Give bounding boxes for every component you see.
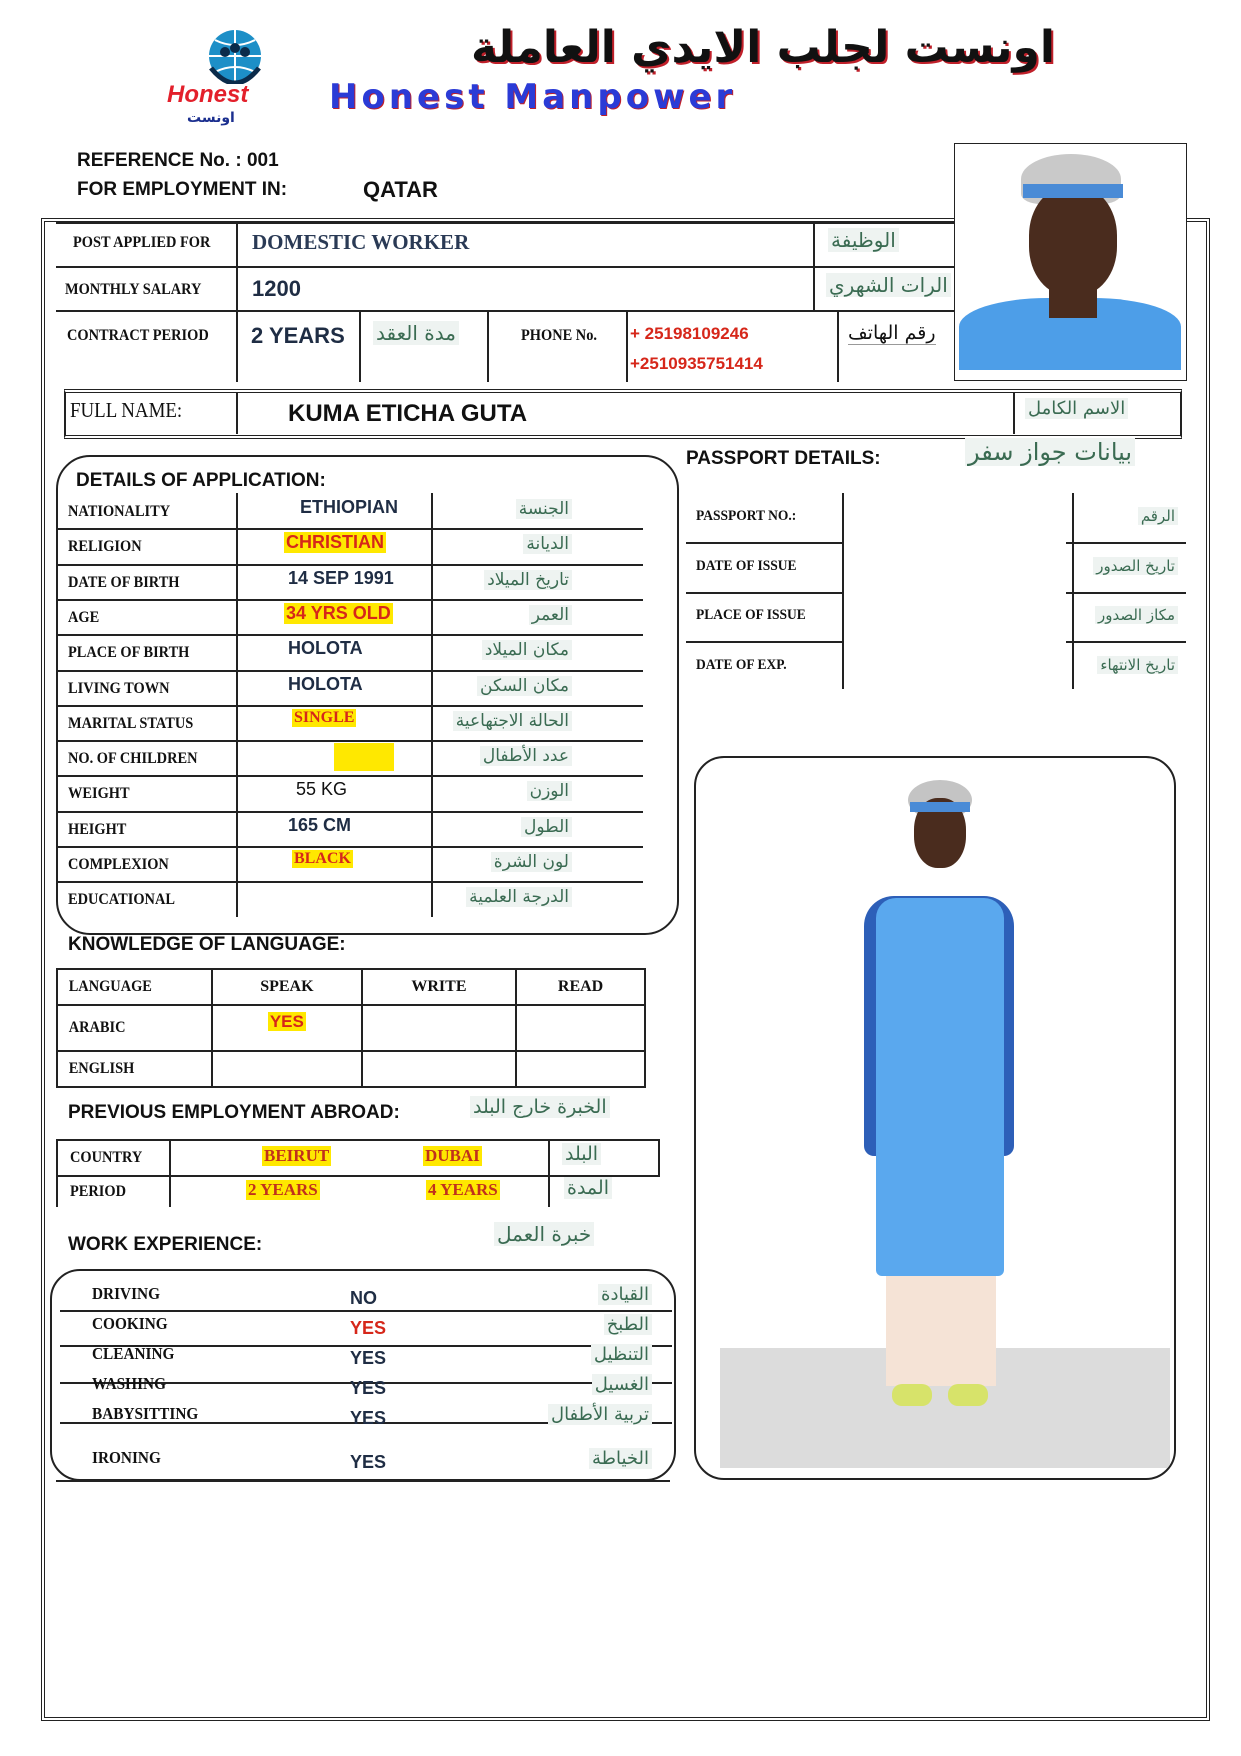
details-label: RELIGION: [68, 538, 142, 556]
passport-arabic: الرقم: [1138, 507, 1178, 525]
details-value: HOLOTA: [288, 673, 363, 694]
phone-number-1: + 25198109246: [630, 324, 749, 343]
divider: [686, 592, 844, 594]
work-value: YES: [350, 1318, 387, 1338]
divider: [57, 528, 643, 530]
details-arabic: الحالة الاجتهاعية: [453, 711, 572, 731]
details-value: HOLOTA: [288, 638, 363, 659]
details-label: COMPLEXION: [68, 856, 169, 873]
logo-text: Honest: [167, 81, 249, 108]
company-title: Honest Manpower: [329, 77, 737, 117]
work-label: IRONING: [92, 1448, 161, 1467]
reference-number: REFERENCE No. : 001: [77, 150, 279, 171]
passport-heading: PASSPORT DETAILS:: [686, 448, 881, 469]
country-2: DUBAI: [425, 1146, 480, 1165]
divider: [56, 1175, 58, 1207]
details-label: EDUCATIONAL: [68, 891, 175, 909]
work-value: YES: [350, 1408, 387, 1428]
work-value: YES: [350, 1378, 387, 1398]
work-arabic: الخياطة: [589, 1448, 652, 1469]
work-arabic: التنظيل: [591, 1344, 652, 1365]
read-value: [516, 1005, 645, 1052]
write-value: [362, 1005, 516, 1052]
details-value: CHRISTIAN: [286, 532, 384, 553]
col-language: LANGUAGE: [57, 969, 197, 1005]
work-label: COOKING: [92, 1314, 168, 1333]
divider: [813, 222, 815, 310]
divider: [56, 310, 956, 312]
previous-employment-arabic: الخبرة خارج البلد: [470, 1096, 610, 1118]
details-arabic: الدرجة العلمية: [466, 887, 572, 907]
language-heading: KNOWLEDGE OF LANGUAGE:: [68, 934, 346, 955]
work-arabic: القيادة: [598, 1284, 652, 1305]
divider: [56, 1480, 670, 1482]
language-name: ARABIC: [57, 1005, 197, 1052]
empty-highlight-cell: [334, 743, 394, 771]
portrait-photo: [954, 143, 1187, 381]
work-value: NO: [350, 1288, 377, 1308]
write-value: [362, 1051, 516, 1087]
col-speak: SPEAK: [212, 969, 362, 1005]
divider: [359, 310, 361, 382]
divider: [1013, 392, 1015, 434]
details-label: NO. OF CHILDREN: [68, 750, 198, 768]
logo-text-arabic: اونست: [187, 110, 235, 126]
passport-arabic: تاريخ الانتهاء: [1097, 656, 1178, 674]
company-title-arabic: اونست لجلب الايدي العاملة: [471, 22, 1055, 73]
details-label: NATIONALITY: [68, 503, 171, 520]
post-applied-arabic: الوظيفة: [828, 228, 899, 252]
work-label: BABYSITTING: [92, 1404, 199, 1423]
details-value: SINGLE: [294, 708, 355, 726]
divider: [57, 705, 643, 707]
details-arabic: الديانة: [523, 534, 572, 554]
read-value: [516, 1051, 645, 1087]
passport-label: PLACE OF ISSUE: [696, 607, 806, 623]
period-label: PERIOD: [70, 1183, 127, 1200]
details-arabic: الطول: [521, 817, 572, 837]
details-arabic: الوزن: [527, 781, 572, 801]
details-arabic: عدد الأطفال: [480, 746, 572, 766]
full-name-arabic: الاسم الكامل: [1025, 398, 1128, 419]
details-value: 14 SEP 1991: [288, 567, 394, 588]
divider: [57, 670, 643, 672]
monthly-salary-label: MONTHLY SALARY: [65, 281, 202, 298]
country-1: BEIRUT: [264, 1146, 330, 1165]
details-heading: DETAILS OF APPLICATION:: [76, 470, 326, 491]
work-label: DRIVING: [92, 1284, 161, 1303]
language-row-arabic: [57, 1005, 645, 1052]
divider: [1066, 641, 1186, 643]
phone-label: PHONE No.: [521, 327, 598, 344]
divider: [60, 1310, 672, 1312]
phone-arabic: رقم الهاتف: [848, 322, 936, 344]
divider: [686, 542, 844, 544]
globe-hands-icon: [167, 28, 297, 84]
details-label: PLACE OF BIRTH: [68, 644, 190, 662]
contract-period-arabic: مدة العقد: [373, 321, 459, 345]
previous-employment-heading: PREVIOUS EMPLOYMENT ABROAD:: [68, 1102, 400, 1123]
divider: [57, 775, 643, 777]
work-arabic: الطبخ: [604, 1314, 652, 1335]
details-arabic: تاريخ الميلاد: [484, 570, 572, 590]
work-label: WASHING: [92, 1374, 166, 1393]
divider: [686, 641, 844, 643]
divider: [57, 881, 643, 883]
employment-country: QATAR: [363, 177, 438, 202]
divider: [56, 222, 956, 224]
divider: [57, 740, 643, 742]
divider: [57, 599, 643, 601]
full-name-label: FULL NAME:: [70, 398, 183, 422]
details-label: AGE: [68, 608, 100, 626]
details-arabic: مكان الميلاد: [482, 640, 572, 660]
employment-label: FOR EMPLOYMENT IN:: [77, 179, 288, 200]
details-value: 55 KG: [296, 779, 348, 800]
details-value: ETHIOPIAN: [300, 497, 399, 517]
company-logo: [167, 28, 297, 128]
details-value: 165 CM: [288, 814, 352, 835]
language-row-english: [57, 1051, 645, 1087]
monthly-salary-value: 1200: [252, 276, 301, 301]
passport-arabic: تاريخ الصدور: [1093, 557, 1178, 575]
divider: [169, 1139, 171, 1207]
divider: [57, 634, 643, 636]
divider: [1066, 542, 1186, 544]
period-arabic: المدة: [564, 1177, 612, 1199]
divider: [57, 811, 643, 813]
details-label: HEIGHT: [68, 820, 127, 838]
passport-heading-arabic: بيانات جواز سفر: [965, 438, 1135, 466]
phone-number-2: +2510935751414: [630, 354, 763, 373]
country-arabic: البلد: [562, 1143, 601, 1165]
work-value: YES: [350, 1452, 387, 1472]
divider: [57, 846, 643, 848]
details-arabic: العمر: [529, 605, 572, 625]
details-label: MARITAL STATUS: [68, 714, 194, 732]
details-label: LIVING TOWN: [68, 679, 170, 697]
details-arabic: الجنسة: [516, 499, 572, 519]
full-name-value: KUMA ETICHA GUTA: [288, 400, 528, 427]
passport-arabic: مكاز الصدور: [1095, 606, 1178, 624]
work-label: CLEANING: [92, 1344, 175, 1363]
details-value: 34 YRS OLD: [286, 602, 391, 623]
post-applied-value: DOMESTIC WORKER: [252, 230, 470, 254]
period-1: 2 YEARS: [248, 1180, 318, 1199]
details-label: DATE OF BIRTH: [68, 573, 180, 591]
work-experience-arabic: خبرة العمل: [494, 1222, 594, 1246]
full-body-photo: [694, 756, 1176, 1480]
divider: [236, 392, 238, 434]
work-experience-heading: WORK EXPERIENCE:: [68, 1234, 263, 1255]
country-label: COUNTRY: [70, 1149, 143, 1166]
contract-period-label: CONTRACT PERIOD: [67, 327, 209, 344]
details-arabic: لون الشرة: [491, 852, 572, 872]
details-label: WEIGHT: [68, 785, 130, 803]
details-value: BLACK: [294, 850, 351, 867]
divider: [548, 1139, 550, 1207]
work-value: YES: [350, 1348, 387, 1368]
details-arabic: مكان السكن: [477, 676, 572, 696]
divider: [236, 222, 238, 382]
post-applied-label: POST APPLIED FOR: [73, 234, 211, 251]
work-arabic: الغسيل: [592, 1374, 652, 1395]
speak-value: YES: [269, 1011, 304, 1031]
language-header-row: [57, 969, 645, 1005]
passport-label: DATE OF ISSUE: [696, 557, 797, 574]
speak-value: [212, 1051, 362, 1087]
col-read: READ: [516, 969, 645, 1005]
col-write: WRITE: [362, 969, 516, 1005]
language-table: [56, 968, 646, 1088]
contract-period-value: 2 YEARS: [251, 323, 345, 348]
monthly-salary-arabic: الرات الشهري: [826, 273, 951, 297]
work-arabic: تربية الأطفال: [548, 1404, 652, 1425]
divider: [487, 310, 489, 382]
passport-label: DATE OF EXP.: [696, 656, 787, 673]
divider: [1066, 592, 1186, 594]
divider: [626, 310, 628, 382]
divider: [57, 564, 643, 566]
divider: [837, 310, 839, 382]
language-name: ENGLISH: [57, 1051, 197, 1087]
period-2: 4 YEARS: [428, 1180, 498, 1199]
passport-label: PASSPORT NO.:: [696, 508, 797, 524]
divider: [56, 266, 956, 268]
